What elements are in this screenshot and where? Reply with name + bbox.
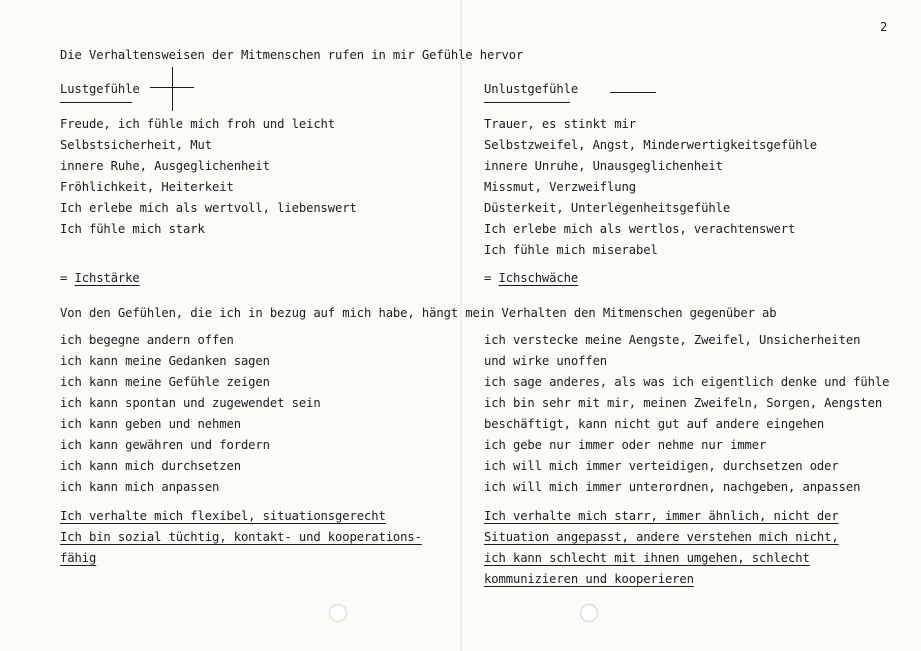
page-heading: Die Verhaltensweisen der Mitmenschen rufen in mir Gefühle hervor	[60, 48, 524, 62]
left-result-prefix: =	[60, 271, 68, 285]
right-result-term: Ichschwäche	[498, 271, 579, 285]
conclusion-left-line: Ich verhalte mich flexibel, situationsgerecht	[60, 509, 386, 523]
conclusion-right-line: kommunizieren und kooperieren	[484, 572, 694, 586]
behaviour-left-item: ich kann mich durchsetzen	[60, 459, 241, 473]
right-result-prefix: =	[484, 271, 492, 285]
right-title-rule	[484, 102, 570, 103]
left-item: Ich fühle mich stark	[60, 222, 205, 236]
conclusion-right-line: ich kann schlecht mit ihnen umgehen, schlecht	[484, 551, 810, 565]
minus-sign	[610, 92, 656, 93]
behaviour-left-item: ich kann meine Gedanken sagen	[60, 354, 270, 368]
behaviour-right-item: ich verstecke meine Aengste, Zweifel, Unsicherheiten	[484, 333, 861, 347]
behaviour-right-item: ich gebe nur immer oder nehme nur immer	[484, 438, 767, 452]
behaviour-right-item: ich sage anderes, als was ich eigentlich denke und fühle	[484, 375, 890, 389]
behaviour-right-item: ich will mich immer verteidigen, durchsetzen oder	[484, 459, 839, 473]
right-item: Düsterkeit, Unterlegenheitsgefühle	[484, 201, 731, 215]
right-item: Trauer, es stinkt mir	[484, 117, 636, 131]
punch-hole	[329, 604, 347, 622]
right-result	[484, 271, 578, 285]
behaviour-right-item: ich bin sehr mit mir, meinen Zweifeln, Sorgen, Aengsten	[484, 396, 883, 410]
left-item: Fröhlichkeit, Heiterkeit	[60, 180, 234, 194]
behaviour-left-item: ich kann meine Gefühle zeigen	[60, 375, 270, 389]
right-title: Unlustgefühle	[484, 82, 579, 96]
conclusion-left-line: fähig	[60, 551, 97, 565]
left-title-rule	[60, 102, 132, 103]
left-title: Lustgefühle	[60, 82, 140, 96]
left-item: Selbstsicherheit, Mut	[60, 138, 212, 152]
left-item: Freude, ich fühle mich froh und leicht	[60, 117, 336, 131]
behaviour-left-item: ich begegne andern offen	[60, 333, 234, 347]
page-fold	[460, 0, 462, 651]
right-item: Selbstzweifel, Angst, Minderwertigkeitsgefühle	[484, 138, 817, 152]
right-item: Ich fühle mich miserabel	[484, 243, 658, 257]
behaviour-left-item: ich kann geben und nehmen	[60, 417, 241, 431]
page-number: 2	[880, 20, 888, 34]
conclusion-left-line: Ich bin sozial tüchtig, kontakt- und kooperations-	[60, 530, 422, 544]
conclusion-right-line: Situation angepasst, andere verstehen mich nicht,	[484, 530, 839, 544]
right-item: innere Unruhe, Unausgeglichenheit	[484, 159, 723, 173]
left-item: innere Ruhe, Ausgeglichenheit	[60, 159, 270, 173]
behaviour-left-item: ich kann spontan und zugewendet sein	[60, 396, 321, 410]
behaviour-left-item: ich kann mich anpassen	[60, 480, 220, 494]
behaviour-right-item: ich will mich immer unterordnen, nachgeben, anpassen	[484, 480, 861, 494]
behaviour-left-item: ich kann gewähren und fordern	[60, 438, 270, 452]
behaviour-right-item: und wirke unoffen	[484, 354, 608, 368]
right-item: Missmut, Verzweiflung	[484, 180, 636, 194]
middle-heading: Von den Gefühlen, die ich in bezug auf mich habe, hängt mein Verhalten den Mitmenschen gegenüber ab	[60, 306, 777, 320]
conclusion-right-line: Ich verhalte mich starr, immer ähnlich, nicht der	[484, 509, 839, 523]
left-item: Ich erlebe mich als wertvoll, liebenswert	[60, 201, 357, 215]
behaviour-right-item: beschäftigt, kann nicht gut auf andere eingehen	[484, 417, 825, 431]
left-result-term: Ichstärke	[74, 271, 140, 285]
left-result	[60, 271, 140, 285]
right-item: Ich erlebe mich als wertlos, verachtenswert	[484, 222, 796, 236]
punch-hole	[580, 604, 598, 622]
